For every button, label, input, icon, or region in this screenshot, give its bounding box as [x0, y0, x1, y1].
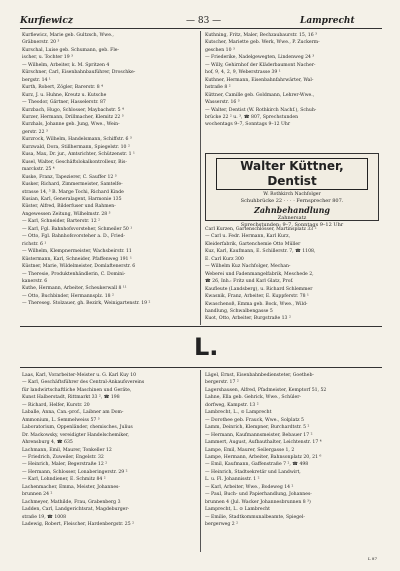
directory-entry: Kutscher, Mariette geb. Werk, Wwe., P. Zuckerm- [205, 40, 320, 46]
directory-entry: Laboratorium, Oppenländer, chemisches, Julius [22, 425, 133, 431]
left-column-top [22, 32, 198, 308]
directory-entry: Kurzwald, Dora, Stillhermann, Spiegelstr. 10 ² [22, 144, 130, 150]
directory-entry: für landwirtschaftliche Maschinen und Geräte, [22, 387, 132, 393]
directory-entry: — Willy, Gehirnhof der Kläderbaumont Nacher- [205, 62, 316, 68]
directory-entry: Lagershausen, Alfred, Pfadmeister, Kemptorf 51, 52 [205, 387, 327, 393]
directory-entry: — Karl, Lohndiener, E. Schmitz 84 ² [22, 477, 106, 483]
directory-entry: Kurth, Robert, Zögler, Barerstr. 8 ⁴ [22, 85, 104, 91]
directory-entry: Kurfiewicz, Marie geb. Gultzsch, Wwe., [22, 33, 114, 38]
directory-entry: Angewessen Zeitung, Wilhelmstr. 28 ³ [22, 211, 111, 217]
directory-entry: dorfweg, Kampstr. 13 ² [205, 402, 259, 408]
directory-entry: — Richard, Helfer, Kurstr. 20 [22, 402, 90, 408]
right-column-top [205, 32, 381, 129]
directory-entry: gerstr. 22 ³ [22, 129, 48, 135]
directory-entry: — Karl, Schneider, Barterstr. 12 ² [22, 219, 100, 225]
directory-entry: Küstner, Marie, Wildelmeister, Domlaftenerstr. 6 [22, 264, 136, 270]
directory-entry: — Friedrich, Zuweiler, Engelstr. 32 [22, 454, 104, 460]
directory-entry: Dr. Mackowsky, vereidigter Handelschemiker, [22, 432, 130, 438]
directory-entry: Kusel, Walter, Geschäftslokalkontrolleur, Bis- [22, 159, 127, 165]
directory-entry: Kuske, Franz, Tapezierer, C. Sauffer 12 ³ [22, 174, 117, 180]
directory-entry: wochentags 9–7, Sonntags 9–12 Uhr [205, 122, 291, 128]
directory-entry: — Wilhelm, Arbeiter, k. M. Spritzen 4 [22, 62, 110, 68]
directory-entry: Kwaschenoß, Emma geb. Bock, Wwe., Wild- [205, 301, 308, 307]
header-rule [20, 28, 382, 29]
directory-entry: brücke 22 ² u. ³, ☎ 807, Sprechstunden [205, 114, 299, 120]
directory-entry: Kürschner, Carl, Eisenbahnbauführer, Droschke- [22, 70, 136, 76]
page-footer-number: L 87 [368, 556, 378, 561]
page-number-header: — 83 — [186, 16, 222, 26]
ad-heading: Zahnbehandlung [253, 205, 330, 215]
directory-entry: Kaufleute (Landsberg), u. Richard Schlemmer [205, 286, 313, 292]
right-column-bottom [205, 372, 381, 529]
directory-entry: — Heinrich, Maler, Begerstraße 12 ² [22, 462, 108, 468]
directory-entry: — Walter, Dentist (W. Rothkirch Nachf.), Schuh- [205, 107, 317, 113]
directory-entry: marckstr. 25 ⁴ [22, 167, 55, 173]
section-rule-bottom [20, 367, 382, 368]
directory-entry: — Thereseg. Stolzauer, gh. Bezirk, Weinigartenstr. 19 ² [22, 301, 151, 307]
directory-entry: — Otto, Buchbinder, Hermannsplz. 18 ² [22, 293, 114, 299]
directory-entry: Weberei und Fadenmangelfabrik, Meschede 2, [205, 271, 314, 277]
directory-entry: Carl Kurzen, Gartenschlösser, Martinsplatz 33 ² [205, 227, 317, 232]
ad-subtitle: W. Rothkirch Nachfolger [263, 192, 321, 197]
directory-entry: strasse 14, ⁵ B. Marge Tochi, Richard Kinde [22, 189, 124, 195]
right-column-middle [205, 226, 381, 323]
directory-entry: Kwasnik, Franz, Arbeiter, E. Kuppferstr. 78 ¹ [205, 294, 309, 300]
directory-entry: hof, 9, 4, 2, 9, Weberstrasse 39 ¹ [205, 70, 281, 76]
directory-entry: bergstr. 14 ¹ [22, 77, 51, 83]
directory-entry: — Karl, Arbeiter, Wwe., Bodeweg 14 ² [205, 484, 294, 490]
column-divider-bottom [200, 370, 201, 552]
directory-entry: Wasserstr. 16 ³ [205, 100, 240, 106]
header-right-keyword: Lamprecht [300, 16, 355, 26]
directory-entry: brunnen 4 (Jul. Wacker Johannesbrunnen 8 ³) [205, 499, 311, 505]
directory-entry: — Wilhelm Kuz Nachfolger, Mechan- [205, 264, 291, 270]
directory-entry: — Heinrich, Stadtsekretär und Landwirt, [205, 469, 301, 475]
ad-title: Walter Küttner, Dentist [216, 158, 368, 190]
directory-entry: Ahrensburg 4, ☎ 635 [22, 440, 73, 446]
directory-entry: Kuthning, Fritz, Maler, Bechzaubaurstr. 15, 16 ³ [205, 33, 317, 38]
directory-entry: Kuthe, Hermann, Arbeiter, Scheukerwall 8 ¹¹ [22, 286, 127, 292]
header-left-keyword: Kurfiewicz [20, 16, 73, 26]
directory-entry: — Dorothee geb. Frauck, Wwe., Solplatz 5 [205, 417, 304, 423]
directory-entry: Kurzer, Hermann, Drillmacher, Klemitz 22 ³ [22, 114, 124, 120]
directory-entry: bergerweg 2 ² [205, 522, 238, 528]
directory-entry: bergerstr. 17 ² [205, 380, 239, 386]
directory-entry: Ladden, Carl, Landgerichtsrat, Magdeburger- [22, 507, 130, 513]
ad-line-3: Sprechstunden: 9–7, Sonntags 9–12 Uhr [240, 222, 344, 228]
directory-entry: Lampe, Emil, Maurer, Seilergasse 1, 2 [205, 447, 295, 453]
section-rule-top [20, 326, 382, 327]
directory-entry: Kurzrock, Wilhelm, Handelsmann, Schiffstr. 6 ³ [22, 137, 132, 143]
directory-entry: — Emilie, Stadtkommunalbeamte, Spiegel- [205, 514, 305, 520]
directory-entry: richstr. 6 ¹ [22, 241, 47, 247]
directory-entry: Ladewig, Robert, Fleischer, Hardenbergstr. 25 ² [22, 522, 134, 528]
directory-entry: brunnen 24 ² [22, 492, 53, 498]
directory-entry: Lamm, Deinrich, Klempner, Burchardtstr. 5 ² [205, 425, 310, 431]
directory-entry: kanerstr. 6 [22, 278, 48, 284]
directory-entry: Laballe, Anna, Can.-prof., Laibner am Dom- [22, 410, 124, 416]
ad-address-line: Schuhbrücke 22 · · · · Fernsprecher 807. [240, 198, 344, 204]
directory-entry: hstraße 8 ² [205, 85, 231, 91]
directory-entry: straße 19, ☎ 1008 [22, 514, 67, 520]
directory-entry: Kunst Halberstadt, Rittmarkt 33 ², ☎ 198 [22, 395, 120, 401]
directory-entry: Lambrecht, L., ⊙ Lamprecht [205, 410, 272, 416]
directory-entry: E. Carl Kurz 300 [205, 256, 244, 262]
directory-entry: Ammonium, L. Semmelweiss 57 ³ [22, 417, 100, 423]
directory-entry: — Karl, Geschäftsführer des Central-Ankaufsvereins [22, 380, 145, 386]
directory-entry: handlung, Schwalbengasse 5 [205, 308, 273, 314]
directory-entry: Lampe, Hermann, Arbeiter, Bahnsonplatz 20, 21 ⁶ [205, 454, 322, 460]
directory-entry: L. u. Fl. Johannisstr. 1 ² [205, 477, 260, 483]
directory-entry: — Emil, Kaufmann, Gaffenstraße 7 ², ☎ 498 [205, 462, 309, 468]
directory-entry: Kuz, Karl, Kaufmann, E. Schillerstr. 7, ☎ 1108, [205, 249, 316, 255]
directory-entry: — Theresie, Produktenhändlerin, C. Domini- [22, 271, 126, 277]
directory-entry: — Wilhelm, Klempnermeister, Wachsbeirstr. 11 [22, 249, 132, 255]
directory-entry: — Theodor, Gärtner, Hasselerstr. 87 [22, 100, 106, 106]
directory-entry: Kuot, Otto, Arbeiter, Burgstraße 13 ² [205, 316, 291, 322]
directory-entry: Lachenmacher, Emma, Meister, Johannes- [22, 484, 120, 490]
directory-entry: — Paul, Buch- und Papierhandlung, Johannes- [205, 492, 312, 498]
directory-entry: ☎ 26, Inh.: Fritz und Karl Glatz, Prof. [205, 279, 294, 285]
section-letter: L. [194, 333, 219, 361]
directory-entry: Kusker, Richard, Zimmermeister, Samtelfe- [22, 182, 123, 188]
directory-entry: Kurzbach, Hugo, Schlosser, Maybachstr. 5 ⁴ [22, 107, 124, 113]
directory-entry: — Hermann, Schlosser, Lonaberingerstr. 29 ² [22, 469, 128, 475]
dentist-advertisement [205, 153, 379, 228]
directory-entry: — Friederike, Nadelgewegten, Lindenweg 24 ³ [205, 55, 315, 61]
directory-entry: ischer, u. Tochter 19 ³ [22, 55, 73, 61]
directory-entry: Lammert, August, Aufbauthalter, Leichtenstr. 17 ⁴ [205, 440, 322, 446]
column-divider-top [200, 31, 201, 325]
left-column-bottom [22, 372, 198, 529]
directory-entry: Kusa, Max, Dr. jur., Amtsrichter, Schützenstr. 1 ¹ [22, 152, 135, 158]
directory-entry: Kleiderfabrik, Gartenchemie Otto Müller [205, 241, 301, 247]
directory-entry: — Hermann, Kaufmannsmeister, Bebauer 17 ² [205, 432, 313, 438]
directory-entry: Lägel, Ernst, Eisenbahnbediensteter, Goetheb- [205, 373, 314, 378]
directory-entry: — Karl, Fgl. Bahnhofsvorsteher, Schmeiler 50 ¹ [22, 226, 133, 232]
directory-entry: Laas, Karl, Vorarbeiter-Meister u. G. Karl Kuy 10 [22, 373, 137, 378]
directory-entry: Küstermann, Karl, Schneider, Pfaffenweg 191 ¹ [22, 256, 132, 262]
directory-entry: geschen 10 ³ [205, 47, 235, 53]
directory-entry: Kusian, Karl, Generalagent, Harmonie 135 [22, 196, 122, 202]
directory-entry: Lachmann, Emil, Maurer, Tonkeller 12 [22, 447, 112, 453]
directory-entry: Kurschal, Luise geb. Schumann, geb. Fle- [22, 47, 120, 53]
directory-entry: Küster, Alfred, Bilderfuser und Rahmen- [22, 204, 116, 210]
ad-line-2: Zahnersatz [277, 215, 307, 221]
directory-entry: Lamprecht, L. ⊙ Lambrecht [205, 507, 270, 513]
directory-entry: Gräbnerstr. 20 ³ [22, 40, 60, 46]
directory-entry: Lachmeyer, Mathilde, Frau, Grabenberg 3 [22, 499, 121, 505]
directory-entry: — Carl u. Fedr. Hermann, Karl Kurz, [205, 234, 291, 240]
directory-entry: — Otto, Fgl. Bahnhofsvorsteher a. D., Fried- [22, 234, 125, 240]
directory-entry: Kurzhals, Johanne geb. Jung, Wwe., Wein- [22, 122, 120, 128]
directory-entry: Kurz, J. u. Huhne, Kreutz u. Kutsche [22, 92, 107, 98]
directory-entry: Küttner, Camille geb. Goldmann, Lehrer-Wwe., [205, 92, 315, 98]
directory-entry: Kuthner, Hermann, Eisenbahnfahrwärter, Wal- [205, 77, 314, 83]
directory-entry: Lahne, Ella geb. Gehrick, Wwe., Schüler- [205, 395, 301, 401]
